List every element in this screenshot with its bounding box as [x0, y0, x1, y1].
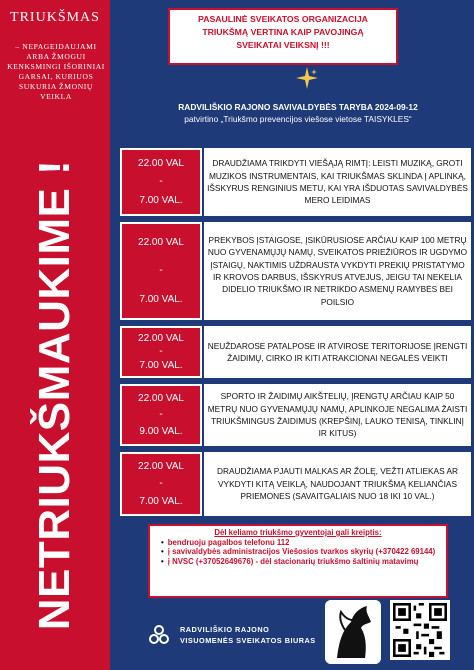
time-from: 22.00 VAL: [138, 461, 184, 473]
sparkle-icon: [296, 67, 318, 89]
bureau-logo-icon: [148, 624, 170, 646]
rule-text: SPORTO IR ŽAIDIMŲ AIKŠTELIŲ, ĮRENGTŲ ARČIAU KAIP 50 METRŲ NUO GYVENAMŲJŲ NAMŲ, APLINKOJE NEGALIMA ŽAISTI TRIUKŠMINGUS ŽAIDIMUS (KREPŠINĮ, LAUKO TENISĄ, TINKLINĮ IR KITUS): [204, 384, 471, 446]
time-to: 7.00 VAL.: [139, 495, 183, 507]
left-title: TRIUKŠMAS: [10, 10, 100, 25]
time-to: 7.00 VAL.: [139, 359, 183, 371]
contact-item: • į savivaldybės administracijos Viešosios tvarkos skyrių (+370422 69144): [161, 547, 441, 557]
notice-line: TRIUKŠMĄ VERTINA KAIP PAVOJINGĄ: [202, 27, 364, 37]
time-from: 22.00 VAL: [138, 157, 184, 169]
bureau-name: [180, 624, 320, 646]
rule-text: DRAUDŽIAMA PJAUTI MALKAS AR ŽOLĘ, VEŽTI ATLIEKAS AR VYKDYTI KITĄ VEIKLĄ, NAUDOJANT TRIUKŠMĄ KELIANČIAS PRIEMONES (SAVAITGALIAIS NUO 18 IKI 10 VAL.): [204, 452, 471, 516]
time-to: 7.00 VAL.: [139, 195, 183, 207]
time-dash: -: [159, 176, 163, 188]
rule-text: NEUŽDAROSE PATALPOSE IR ATVIROSE TERITORIJOSE ĮRENGTI ŽAIDIMŲ, CIRKO IR KITI ATRAKCIONAI NEGALĖS VEIKTI: [204, 326, 471, 378]
rule-row: [120, 148, 471, 216]
contact-item: • bendruoju pagalbos telefonu 112: [161, 538, 441, 548]
time-from: 22.00 VAL: [138, 333, 184, 345]
time-range: [120, 452, 202, 516]
contact-list: [155, 538, 441, 567]
rule-row: [120, 326, 471, 378]
time-dash: -: [159, 409, 163, 421]
vertical-slogan: NETRIUKŠMAUKIME !: [30, 159, 79, 631]
council-line-1: RADVILIŠKIO RAJONO SAVIVALDYBĖS TARYBA 2024-09-12: [178, 102, 418, 112]
bureau-line-1: RADVILIŠKIO RAJONO: [180, 625, 270, 634]
bureau-line-2: VISUOMENĖS SVEIKATOS BIURAS: [180, 636, 316, 645]
time-to: 9.00 VAL.: [139, 426, 183, 438]
council-approval: [128, 101, 468, 125]
contact-item: • į NVSC (+37052649676) - dėl stacionarių triukšmo šaltinių matavimų: [161, 557, 441, 567]
noise-definition: – NEPAGEIDAUJAMI ARBA ŽMOGUI KENKSMINGI IŠORINIAI GARSAI, KURIUOS SUKURIA ŽMONIŲ VEIKLA: [7, 42, 105, 101]
time-range: [120, 326, 202, 378]
rule-row: [120, 452, 471, 516]
contact-heading: Dėl keliamo triukšmo gyventojai gali kreiptis:: [214, 528, 382, 537]
time-dash: -: [159, 478, 163, 490]
left-red-panel: [0, 0, 110, 670]
who-notice: [168, 8, 398, 65]
time-to: 7.00 VAL.: [139, 294, 183, 306]
time-range: [120, 384, 202, 446]
notice-line: PASAULINĖ SVEIKATOS ORGANIZACIJA: [198, 14, 368, 24]
time-from: 22.00 VAL: [138, 236, 184, 248]
contact-box: [148, 524, 448, 598]
rule-text: PREKYBOS ĮSTAIGOSE, ĮSIKŪRUSIOSE ARČIAU KAIP 100 METRŲ NUO GYVENAMŲJŲ NAMŲ, SVEIKATOS PRIEŽIŪROS IR UGDYMO ĮSTAIGŲ, NAKTIMIS UŽDRAUSTA VYKDYTI PREKIŲ PRISTATYMO IR KROVOS DARBUS, IŠSKYRUS ATVEJUS, JEIGU TAI NEKELIA DIDELIO TRIUKŠMO IR NETRIKDO ASMENŲ RAMYBĖS BEI POILSIO: [204, 222, 471, 320]
rule-row: [120, 222, 471, 320]
time-range: [120, 148, 202, 216]
qr-code-icon[interactable]: [390, 600, 450, 660]
time-dash: -: [159, 265, 163, 277]
time-from: 22.00 VAL: [138, 392, 184, 404]
time-dash: -: [159, 346, 163, 358]
council-line-2: patvirtino „Triukšmo prevencijos viešose vietose TAISYKLES“: [184, 114, 412, 124]
time-range: [120, 222, 202, 320]
rule-row: [120, 384, 471, 446]
notice-line: SVEIKATAI VEIKSNĮ !!!: [236, 40, 330, 50]
horse-emblem-icon: [325, 600, 381, 664]
rule-text: DRAUDŽIAMA TRIKDYTI VIEŠĄJĄ RIMTĮ: LEISTI MUZIKĄ, GROTI MUZIKOS INSTRUMENTAIS, KAI TRIUKŠMAS SKLINDA Į APLINKĄ, IŠSKYRUS RENGINIUS METU, KAI YRA IŠDUOTAS SAVIVALDYBĖS MERO LEIDIMAS: [204, 148, 471, 216]
